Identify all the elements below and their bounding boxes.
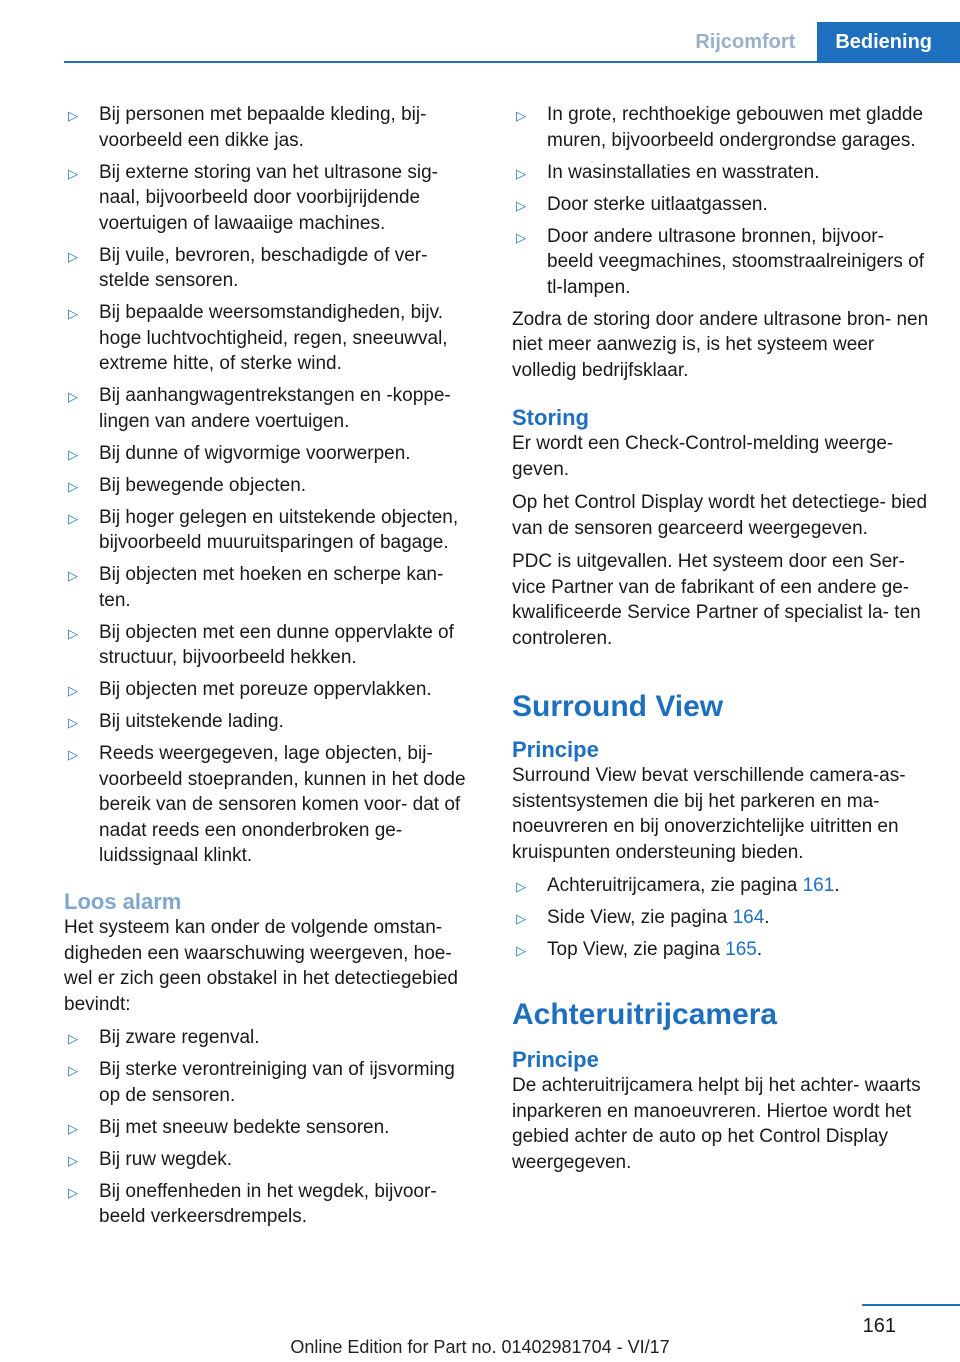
triangle-bullet-icon: ▷	[68, 446, 78, 462]
recovery-text: Zodra de storing door andere ultrasone bron- nen niet meer aanwezig is, is het systeem weer volledig bedrijfsklaar.	[512, 308, 929, 381]
list-item: ▷ Bij met sneeuw bedekte sensoren.	[64, 1115, 480, 1141]
surround-text: Surround View bevat verschillende camera-as- sistentsystemen die bij het parkeren en ma- noeuvreren en bij onoverzichtelijke uitritten en kruispunten ondersteuning bieden.	[512, 765, 906, 863]
triangle-bullet-icon: ▷	[68, 715, 78, 730]
triangle-bullet-icon: ▷	[68, 1184, 78, 1200]
triangle-bullet-icon: ▷	[516, 165, 526, 181]
list-item: ▷ Bij hoger gelegen en uitstekende objecten, bijvoorbeeld muuruitsparingen of bagage.	[68, 506, 459, 553]
header-tabs	[673, 22, 960, 62]
achter-text: De achteruitrijcamera helpt bij het achter- waarts inparkeren en manoeuvreren. Hiertoe wordt het gebied achter de auto op het Control Display weergegeven.	[512, 1075, 921, 1173]
storing-heading: Storing	[512, 405, 589, 430]
achter-principe-heading: Principe	[512, 1047, 599, 1072]
header-rule	[64, 61, 960, 63]
footer-rule	[862, 1304, 960, 1306]
storing-text-2: Op het Control Display wordt het detectiege- bied van de sensoren gearceerd weergegeven.	[512, 492, 928, 539]
list-item: ▷ Reeds weergegeven, lage objecten, bij- voorbeeld stoepranden, kunnen in het dode bereik van de sensoren komen voor- dat of nadat reeds een ononderbroken ge- luidssignaal klinkt.	[68, 743, 466, 866]
list-item: ▷ Bij dunne of wigvormige voorwerpen.	[64, 441, 480, 467]
list-item: ▷ Bij ruw wegdek.	[64, 1147, 480, 1173]
triangle-bullet-icon: ▷	[68, 478, 78, 494]
surround-list	[512, 873, 930, 963]
triangle-bullet-icon: ▷	[68, 389, 78, 404]
triangle-bullet-icon: ▷	[68, 683, 78, 698]
header-tab-bediening[interactable]: Bediening	[817, 22, 960, 62]
left-column	[64, 102, 480, 1236]
triangle-bullet-icon: ▷	[68, 165, 78, 181]
achteruitrijcamera-heading: Achteruitrijcamera	[512, 998, 778, 1031]
list-item: ▷ Bij aanhangwagentrekstangen en -koppe- lingen van andere voertuigen.	[68, 385, 451, 432]
list-item: ▷ Door andere ultrasone bronnen, bijvoor- beeld veegmachines, stoomstraalreinigers of tl-lampen.	[516, 225, 925, 298]
list-item: ▷ Bij objecten met hoeken en scherpe kan- ten.	[68, 564, 444, 611]
surround-principe-heading: Principe	[512, 737, 599, 762]
triangle-bullet-icon: ▷	[68, 1063, 78, 1078]
list-item: ▷ Door sterke uitlaatgassen.	[512, 192, 930, 218]
triangle-bullet-icon: ▷	[516, 108, 526, 123]
page-link-161[interactable]: 161	[802, 875, 835, 896]
page-link-165[interactable]: 165	[725, 939, 757, 960]
triangle-bullet-icon: ▷	[68, 510, 78, 526]
loos-alarm-list	[64, 1025, 480, 1230]
list-item: ▷ Side View, zie pagina 164.	[512, 905, 930, 931]
list-item: ▷ Bij objecten met poreuze oppervlakken.	[64, 677, 480, 703]
triangle-bullet-icon: ▷	[68, 625, 78, 641]
triangle-bullet-icon: ▷	[68, 248, 78, 264]
list-item: ▷ Bij vuile, bevroren, beschadigde of ver- stelde sensoren.	[68, 244, 428, 291]
triangle-bullet-icon: ▷	[68, 1152, 78, 1168]
triangle-bullet-icon: ▷	[68, 108, 78, 123]
list-item: ▷ Bij bewegende objecten.	[64, 473, 480, 499]
list-item: ▷ Top View, zie pagina 165.	[512, 937, 930, 963]
triangle-bullet-icon: ▷	[68, 306, 78, 321]
right-column	[512, 102, 930, 1183]
triangle-bullet-icon: ▷	[68, 568, 78, 583]
triangle-bullet-icon: ▷	[68, 1120, 78, 1136]
list-item: ▷ Bij oneffenheden in het wegdek, bijvoor- beeld verkeersdrempels.	[68, 1180, 437, 1227]
list-item: ▷ Bij sterke verontreiniging van of ijsvorming op de sensoren.	[68, 1059, 455, 1106]
list-item: ▷ In wasinstallaties en wasstraten.	[512, 160, 930, 186]
page-number: 161	[862, 1315, 896, 1337]
list-item: ▷ Bij uitstekende lading.	[64, 709, 480, 735]
triangle-bullet-icon: ▷	[516, 879, 526, 894]
triangle-bullet-icon: ▷	[516, 911, 526, 926]
storing-text-3: PDC is uitgevallen. Het systeem door een Ser- vice Partner van de fabrikant of een andere ge- kwalificeerde Service Partner of specialist la- ten controleren.	[512, 551, 921, 649]
list-item: ▷ Bij personen met bepaalde kleding, bij- voorbeeld een dikke jas.	[68, 104, 427, 151]
surround-view-heading: Surround View	[512, 690, 724, 723]
footer-edition: Online Edition for Part no. 01402981704 - VI/17	[290, 1337, 670, 1357]
triangle-bullet-icon: ▷	[516, 943, 526, 958]
triangle-bullet-icon: ▷	[68, 1031, 78, 1046]
loos-alarm-text: Het systeem kan onder de volgende omstan- digheden een waarschuwing weergeven, hoe- wel er zich geen obstakel in het detectiegebied bevindt:	[64, 917, 458, 1015]
list-item: ▷ Bij bepaalde weersomstandigheden, bijv. hoge luchtvochtigheid, regen, sneeuwval, extreme hitte, of sterke wind.	[68, 302, 448, 374]
list-item: ▷ In grote, rechthoekige gebouwen met gladde muren, bijvoorbeeld ondergrondse garages.	[516, 104, 924, 151]
header-tab-rijcomfort[interactable]: Rijcomfort	[695, 30, 796, 53]
false-detection-list	[64, 102, 480, 869]
triangle-bullet-icon: ▷	[516, 229, 526, 245]
loos-alarm-heading: Loos alarm	[64, 889, 182, 914]
list-item: ▷ Bij externe storing van het ultrasone sig- naal, bijvoorbeeld door voorbijrijdende voertuigen of lawaaiige machines.	[68, 161, 439, 234]
list-item: ▷ Achteruitrijcamera, zie pagina 161.	[512, 873, 930, 899]
triangle-bullet-icon: ▷	[68, 747, 78, 762]
list-item: ▷ Bij zware regenval.	[64, 1025, 480, 1051]
environment-list	[512, 102, 930, 300]
triangle-bullet-icon: ▷	[516, 197, 526, 213]
page-link-164[interactable]: 164	[732, 907, 765, 928]
storing-text-1: Er wordt een Check-Control-melding weerge- geven.	[512, 433, 894, 480]
list-item: ▷ Bij objecten met een dunne oppervlakte of structuur, bijvoorbeeld hekken.	[68, 621, 454, 668]
